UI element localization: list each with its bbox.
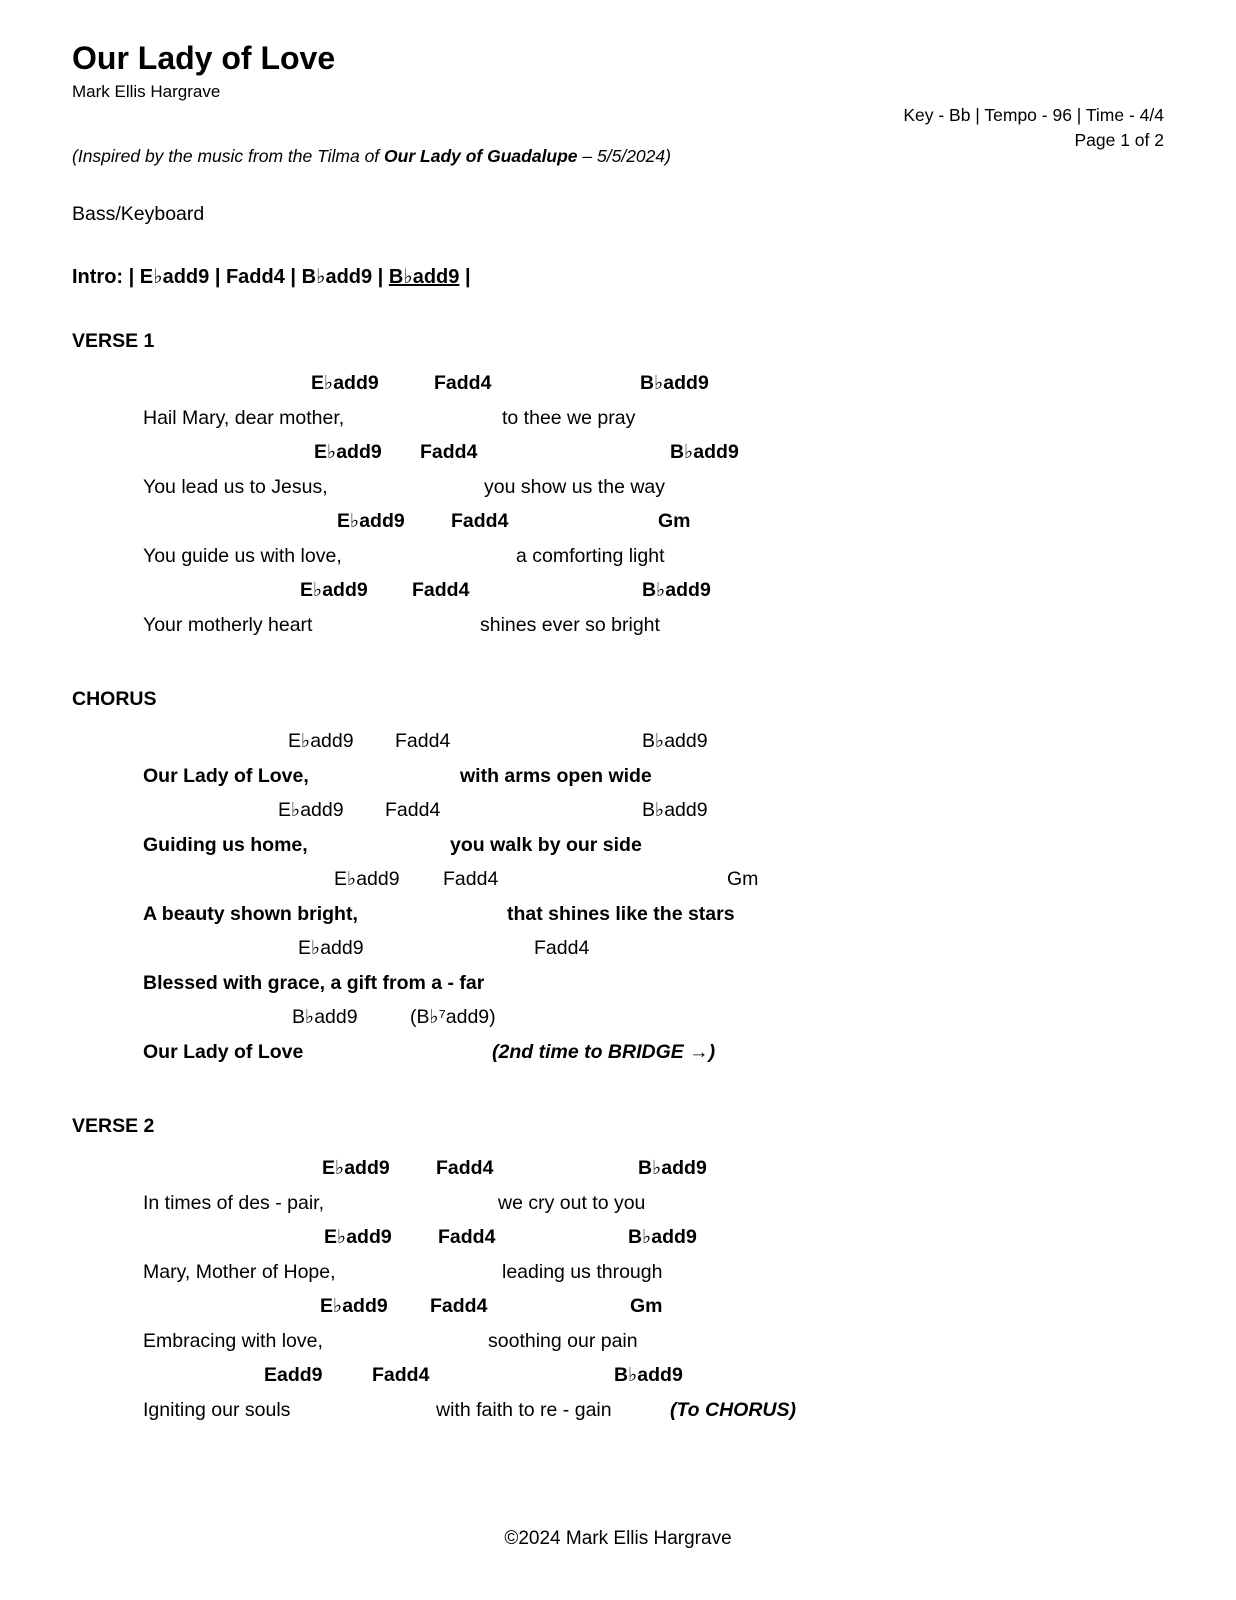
chord: B♭add9 [638, 1157, 707, 1179]
section-heading: VERSE 2 [72, 1115, 155, 1137]
lyric-segment: that shines like the stars [507, 902, 735, 925]
page-number: Page 1 of 2 [1074, 130, 1164, 151]
lyric-segment: shines ever so bright [480, 613, 660, 636]
chord-line [72, 366, 1164, 401]
inspiration-date: – 5/5/2024) [577, 146, 671, 166]
chord: Fadd4 [438, 1226, 496, 1248]
inspiration-source: Our Lady of Guadalupe [384, 146, 578, 166]
lyric-line [72, 1035, 1164, 1070]
lyric-line [72, 759, 1164, 794]
chord: E♭add9 [311, 372, 379, 394]
lyric-line [72, 1324, 1164, 1359]
lyric-segment: Blessed with grace, a gift from a - far [143, 971, 485, 994]
chord: E♭add9 [278, 799, 344, 821]
chord: B♭add9 [642, 799, 708, 821]
lyric-line [72, 1393, 1164, 1428]
chord: Fadd4 [534, 937, 590, 959]
instrument-label: Bass/Keyboard [72, 203, 205, 225]
chord: B♭add9 [292, 1006, 358, 1028]
intro-chords: Intro: | E♭add9 | Fadd4 | B♭add9 | [72, 266, 389, 288]
chord-line [72, 504, 1164, 539]
chord: Fadd4 [434, 372, 492, 394]
copyright-footer: ©2024 Mark Ellis Hargrave [504, 1528, 732, 1549]
intro-end-bar: | [459, 266, 471, 288]
chord-line [72, 435, 1164, 470]
lyric-line [72, 1186, 1164, 1221]
chord: Fadd4 [420, 441, 478, 463]
chord-line [72, 573, 1164, 608]
chord: B♭add9 [628, 1226, 697, 1248]
chord: Eadd9 [264, 1364, 323, 1386]
chord: Fadd4 [412, 579, 470, 601]
chord: E♭add9 [324, 1226, 392, 1248]
chord: Fadd4 [436, 1157, 494, 1179]
lyric-segment: You guide us with love, [143, 544, 342, 567]
chord: E♭add9 [334, 868, 400, 890]
lyric-segment: Igniting our souls [143, 1398, 291, 1421]
chord: Gm [658, 510, 691, 532]
lyric-line [72, 966, 1164, 1001]
chord: E♭add9 [298, 937, 364, 959]
chord: Fadd4 [451, 510, 509, 532]
chord: E♭add9 [337, 510, 405, 532]
chord: Fadd4 [372, 1364, 430, 1386]
song-author: Mark Ellis Hargrave [72, 82, 221, 101]
chord-line [72, 1220, 1164, 1255]
song-section [72, 688, 1164, 1069]
chord: E♭add9 [288, 730, 354, 752]
lyric-segment: A beauty shown bright, [143, 902, 358, 925]
inspiration-prefix: (Inspired by the music from the Tilma of [72, 146, 385, 166]
chord: B♭add9 [670, 441, 739, 463]
lyric-segment: leading us through [502, 1260, 663, 1283]
chord-line [72, 793, 1164, 828]
lyric-segment: Hail Mary, dear mother, [143, 406, 345, 429]
lyric-line [72, 828, 1164, 863]
chord: Gm [630, 1295, 663, 1317]
chord-line [72, 931, 1164, 966]
chord: Fadd4 [443, 868, 499, 890]
inspiration-note [72, 146, 671, 167]
sections-container [72, 330, 1164, 1427]
chord-line [72, 1151, 1164, 1186]
lyric-segment: (To CHORUS) [670, 1398, 797, 1421]
key-tempo-time: Key - Bb | Tempo - 96 | Time - 4/4 [903, 105, 1164, 125]
chord-line [72, 1289, 1164, 1324]
chord: B♭add9 [642, 730, 708, 752]
chord: E♭add9 [320, 1295, 388, 1317]
chord: B♭add9 [640, 372, 709, 394]
intro-underlined-chord: B♭add9 [388, 266, 460, 288]
chord-line [72, 1358, 1164, 1393]
lyric-segment: Mary, Mother of Hope, [143, 1260, 336, 1283]
lyric-segment: Our Lady of Love [143, 1040, 304, 1063]
lyric-segment: to thee we pray [502, 406, 636, 429]
lyric-segment: Embracing with love, [143, 1329, 323, 1352]
lyric-segment: Our Lady of Love, [143, 764, 309, 787]
section-heading: CHORUS [72, 688, 157, 710]
lyric-line [72, 608, 1164, 643]
lyric-line [72, 470, 1164, 505]
chord: Fadd4 [430, 1295, 488, 1317]
chord: Fadd4 [395, 730, 451, 752]
lyric-segment: you walk by our side [450, 833, 642, 856]
lyric-segment: soothing our pain [488, 1329, 638, 1352]
lyric-line [72, 539, 1164, 574]
lyric-segment: we cry out to you [498, 1191, 646, 1214]
chord: B♭add9 [614, 1364, 683, 1386]
chord: E♭add9 [300, 579, 368, 601]
chord: (B♭⁷add9) [410, 1006, 496, 1028]
intro-line [72, 264, 471, 289]
lyric-line [72, 401, 1164, 436]
chord-line [72, 724, 1164, 759]
lyric-segment: (2nd time to BRIDGE →) [492, 1040, 716, 1063]
lyric-segment: In times of des - pair, [143, 1191, 324, 1214]
meta-block [903, 103, 1164, 154]
chord: B♭add9 [642, 579, 711, 601]
chord: E♭add9 [322, 1157, 390, 1179]
lyric-segment: You lead us to Jesus, [143, 475, 328, 498]
lyric-line [72, 1255, 1164, 1290]
chord: Fadd4 [385, 799, 441, 821]
lyric-segment: you show us the way [484, 475, 666, 498]
song-section [72, 1115, 1164, 1427]
lyric-segment: Your motherly heart [143, 613, 313, 636]
lyric-segment: with faith to re - gain [436, 1398, 612, 1421]
song-section [72, 330, 1164, 642]
chord: E♭add9 [314, 441, 382, 463]
song-title: Our Lady of Love [72, 40, 336, 76]
section-heading: VERSE 1 [72, 330, 155, 352]
lyric-segment: a comforting light [516, 544, 665, 567]
lyric-line [72, 897, 1164, 932]
lyric-segment: with arms open wide [460, 764, 652, 787]
chord-line [72, 862, 1164, 897]
chord-line [72, 1000, 1164, 1035]
chord: Gm [727, 868, 759, 890]
lyric-segment: Guiding us home, [143, 833, 308, 856]
